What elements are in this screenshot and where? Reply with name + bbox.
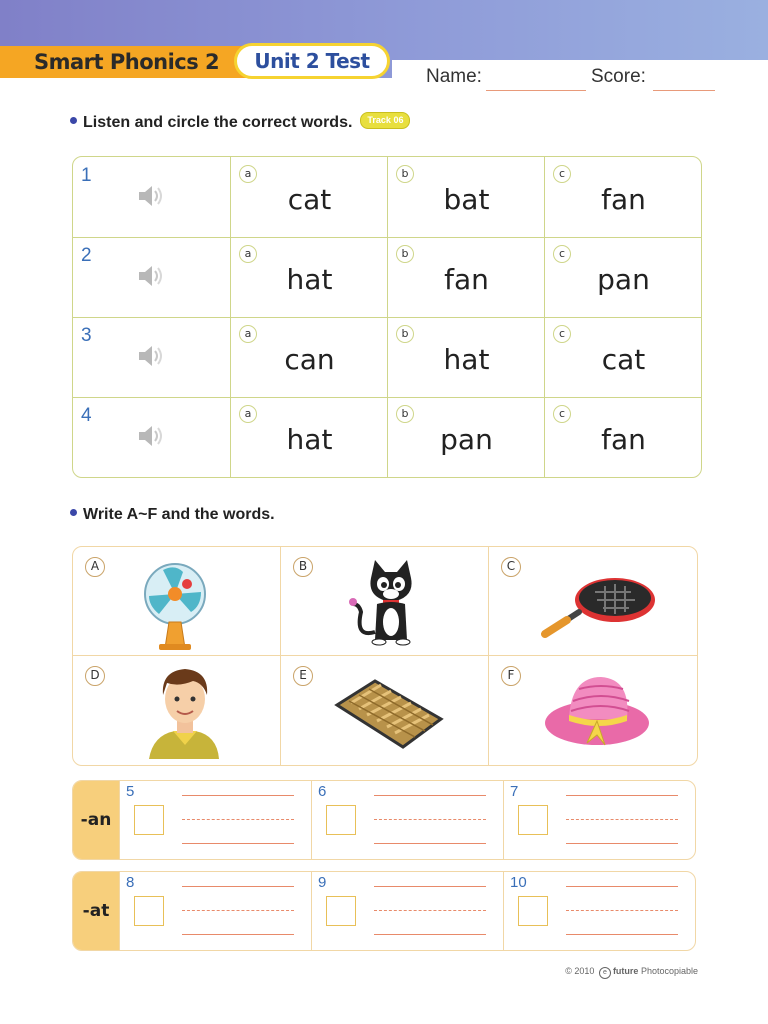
writing-line-mid [374,910,486,911]
letter-answer-box[interactable] [326,896,356,926]
option-word: hat [286,263,333,296]
letter-answer-box[interactable] [518,805,548,835]
writing-line-base[interactable] [374,934,486,935]
name-field[interactable] [486,90,586,91]
question-number: 2 [81,245,92,266]
picture-cell-d [73,656,281,765]
writing-line-mid [566,819,678,820]
write-number: 6 [318,783,327,800]
instruction-listen [70,114,410,132]
answer-option-c[interactable] [544,237,702,317]
picture-letter: E [293,666,313,686]
writing-line-mid [374,819,486,820]
option-letter: a [239,405,257,423]
writing-line-top[interactable] [374,795,486,796]
answer-option-a[interactable] [230,397,388,477]
score-label: Score: [591,66,646,87]
hat-icon [539,661,659,761]
writing-line-base[interactable] [182,843,294,844]
writing-line-base[interactable] [566,843,678,844]
answer-option-a[interactable] [230,157,388,237]
pan-icon [539,552,659,652]
picture-cell-f [489,656,698,765]
book-title: Smart Phonics 2 [34,50,220,74]
option-letter: a [239,245,257,263]
answer-option-c[interactable] [544,397,702,477]
option-word: fan [601,183,646,216]
letter-answer-box[interactable] [518,896,548,926]
instruction-text: Listen and circle the correct words. [83,114,353,131]
write-cell [119,781,311,859]
write-row-an [72,780,696,860]
bullet-icon [70,509,77,516]
writing-line-base[interactable] [566,934,678,935]
picture-letter: F [501,666,521,686]
write-number: 10 [510,874,527,891]
answer-option-b[interactable] [387,157,545,237]
writing-line-base[interactable] [182,934,294,935]
writing-line-mid [182,910,294,911]
option-word: hat [443,343,490,376]
option-word: pan [597,263,650,296]
write-number: 9 [318,874,327,891]
photocopiable-note: Photocopiable [640,966,698,976]
write-cell [119,872,311,950]
option-letter: c [553,405,571,423]
picture-letter: B [293,557,313,577]
bullet-icon [70,117,77,124]
option-word: hat [286,423,333,456]
option-word: fan [444,263,489,296]
answer-option-a[interactable] [230,237,388,317]
publisher-name: future [612,966,639,976]
answer-option-b[interactable] [387,317,545,397]
question-number: 1 [81,165,92,186]
answer-option-c[interactable] [544,317,702,397]
option-word: cat [287,183,332,216]
question-row [73,397,701,477]
option-letter: a [239,325,257,343]
option-word: pan [440,423,493,456]
writing-line-top[interactable] [374,886,486,887]
question-row [73,237,701,318]
letter-answer-box[interactable] [326,805,356,835]
option-letter: a [239,165,257,183]
name-label: Name: [426,66,482,87]
question-number: 3 [81,325,92,346]
option-letter: c [553,325,571,343]
cat-icon [331,552,451,652]
fan-icon [123,552,243,652]
writing-line-top[interactable] [182,795,294,796]
option-letter: b [396,165,414,183]
write-cell [503,781,693,859]
picture-cell-c [489,547,698,656]
write-cell [311,872,503,950]
option-word: cat [601,343,646,376]
suffix-label: -an [80,810,112,830]
speaker-icon[interactable] [135,261,165,291]
speaker-icon[interactable] [135,181,165,211]
writing-line-top[interactable] [182,886,294,887]
writing-line-base[interactable] [374,843,486,844]
speaker-icon[interactable] [135,421,165,451]
picture-letter: A [85,557,105,577]
instruction-write [70,506,275,524]
option-letter: c [553,245,571,263]
picture-cell-a [73,547,281,656]
writing-line-top[interactable] [566,886,678,887]
copyright-text: © 2010 [565,966,595,976]
writing-line-top[interactable] [566,795,678,796]
mat-icon [331,661,451,761]
speaker-icon[interactable] [135,341,165,371]
write-cell [311,781,503,859]
picture-grid [72,546,698,766]
option-word: can [284,343,335,376]
writing-line-mid [566,910,678,911]
listen-grid [72,156,702,478]
publisher-logo-icon: e [599,967,611,979]
option-letter: c [553,165,571,183]
write-cell [503,872,693,950]
option-letter: b [396,405,414,423]
picture-letter: C [501,557,521,577]
picture-cell-b [281,547,489,656]
question-row [73,317,701,398]
footer [565,966,698,979]
option-word: bat [443,183,490,216]
option-letter: b [396,325,414,343]
question-row [73,157,701,238]
writing-line-mid [182,819,294,820]
option-word: fan [601,423,646,456]
picture-letter: D [85,666,105,686]
answer-option-a[interactable] [230,317,388,397]
man-icon [123,661,243,761]
track-badge[interactable]: Track 06 [360,112,410,129]
suffix-label: -at [82,901,110,921]
write-row-at [72,871,696,951]
picture-cell-e [281,656,489,765]
answer-option-b[interactable] [387,237,545,317]
letter-answer-box[interactable] [134,805,164,835]
unit-title: Unit 2 Test [234,43,390,79]
option-letter: b [396,245,414,263]
letter-answer-box[interactable] [134,896,164,926]
instruction-text: Write A~F and the words. [83,506,275,523]
question-number: 4 [81,405,92,426]
write-number: 5 [126,783,135,800]
answer-option-c[interactable] [544,157,702,237]
answer-option-b[interactable] [387,397,545,477]
score-field[interactable] [653,90,715,91]
write-number: 7 [510,783,519,800]
write-number: 8 [126,874,135,891]
